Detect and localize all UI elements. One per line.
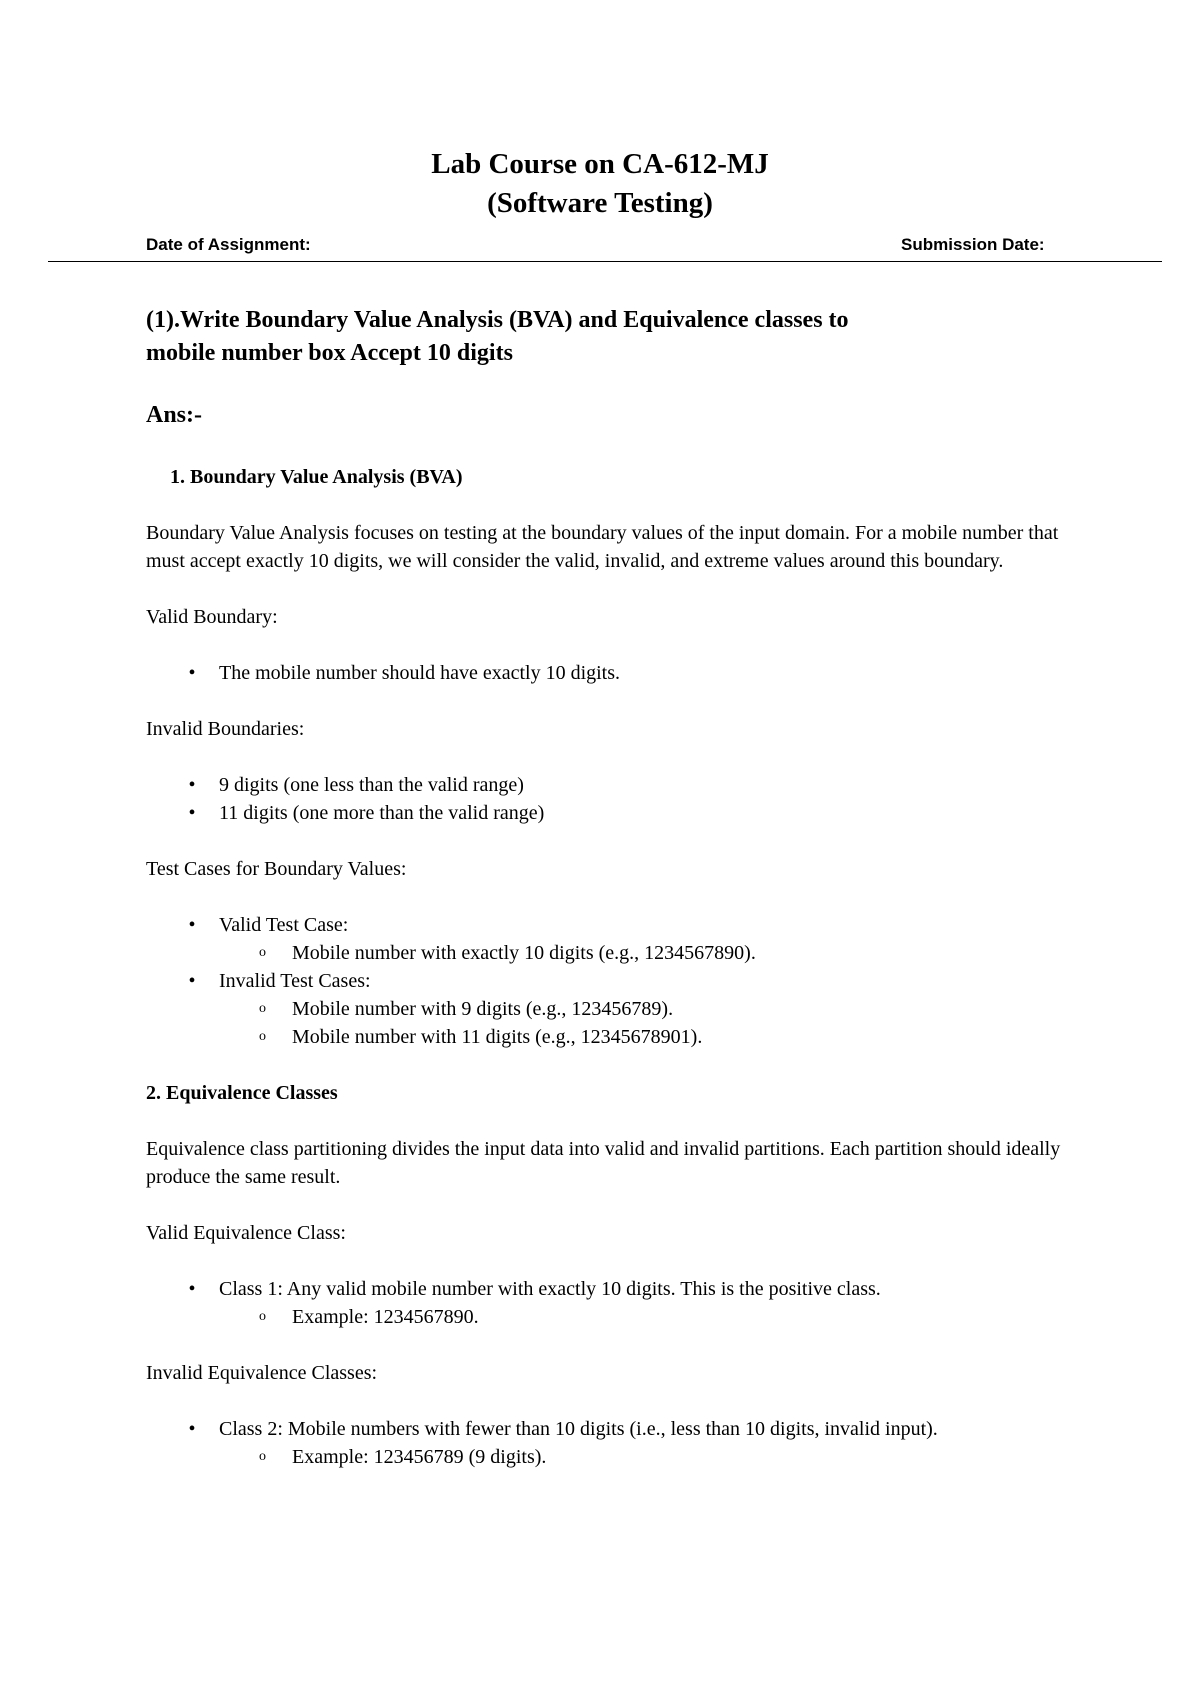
bva-heading: 1. Boundary Value Analysis (BVA) xyxy=(170,466,463,488)
submission-date-label: Submission Date: xyxy=(901,235,1045,254)
list-item: • 9 digits (one less than the valid range) xyxy=(146,771,1066,799)
document-title: Lab Course on CA-612-MJ xyxy=(431,148,769,180)
valid-boundary-label: Valid Boundary: xyxy=(146,606,278,628)
class1-example-sublist xyxy=(219,1303,1066,1331)
answer-body xyxy=(146,463,1066,1499)
bullet-icon: • xyxy=(188,802,196,824)
bullet-icon: • xyxy=(188,774,196,796)
invalid-test-cases-sublist xyxy=(219,995,1066,1051)
date-of-assignment-label: Date of Assignment: xyxy=(146,235,311,254)
circle-bullet-icon: o xyxy=(259,1029,266,1044)
bva-intro: Boundary Value Analysis focuses on testing at the boundary values of the input domain. For a mobile number that must accept exactly 10 digits, we will consider the valid, invalid, and extreme values around this boundary. xyxy=(146,522,1059,572)
list-item: • Invalid Test Cases: o Mobile number with 9 digits (e.g., 123456789). o Mobile number with 11 digits (e.g., 12345678901). xyxy=(146,967,1066,1051)
list-item: • Class 1: Any valid mobile number with exactly 10 digits. This is the positive class. o Example: 1234567890. xyxy=(146,1275,1066,1331)
invalid-equivalence-list xyxy=(146,1415,1066,1471)
question-line-2: mobile number box Accept 10 digits xyxy=(146,340,513,366)
sub-list-item: o Mobile number with 11 digits (e.g., 12345678901). xyxy=(219,1023,1066,1051)
question-heading xyxy=(146,304,1046,370)
sub-list-item: o Example: 123456789 (9 digits). xyxy=(219,1443,1066,1471)
circle-bullet-icon: o xyxy=(259,945,266,960)
sub-list-item: o Example: 1234567890. xyxy=(219,1303,1066,1331)
valid-equivalence-label: Valid Equivalence Class: xyxy=(146,1222,346,1244)
bullet-icon: • xyxy=(188,970,196,992)
question-line-1: (1).Write Boundary Value Analysis (BVA) and Equivalence classes to xyxy=(146,307,849,333)
list-item: • Class 2: Mobile numbers with fewer than 10 digits (i.e., less than 10 digits, invalid input). o Example: 123456789 (9 digits). xyxy=(146,1415,1066,1471)
list-item: • Valid Test Case: o Mobile number with exactly 10 digits (e.g., 1234567890). xyxy=(146,911,1066,967)
equivalence-intro: Equivalence class partitioning divides the input data into valid and invalid partitions. Each partition should ideally produce the same result. xyxy=(146,1138,1061,1188)
circle-bullet-icon: o xyxy=(259,1449,266,1464)
header-divider xyxy=(48,261,1162,262)
valid-test-case-sublist xyxy=(219,939,1066,967)
circle-bullet-icon: o xyxy=(259,1309,266,1324)
answer-label: Ans:- xyxy=(146,402,203,428)
list-item: • The mobile number should have exactly 10 digits. xyxy=(146,659,1066,687)
invalid-equivalence-label: Invalid Equivalence Classes: xyxy=(146,1362,378,1384)
sub-list-item: o Mobile number with 9 digits (e.g., 123456789). xyxy=(219,995,1066,1023)
document-subtitle: (Software Testing) xyxy=(487,187,713,219)
bullet-icon: • xyxy=(188,1278,196,1300)
sub-list-item: o Mobile number with exactly 10 digits (e.g., 1234567890). xyxy=(219,939,1066,967)
circle-bullet-icon: o xyxy=(259,1001,266,1016)
invalid-boundaries-label: Invalid Boundaries: xyxy=(146,718,305,740)
equivalence-heading: 2. Equivalence Classes xyxy=(146,1082,338,1104)
class2-example-sublist xyxy=(219,1443,1066,1471)
bullet-icon: • xyxy=(188,662,196,684)
test-cases-label: Test Cases for Boundary Values: xyxy=(146,858,407,880)
invalid-boundaries-list xyxy=(146,771,1066,827)
valid-equivalence-list xyxy=(146,1275,1066,1331)
list-item: • 11 digits (one more than the valid range) xyxy=(146,799,1066,827)
valid-boundary-list xyxy=(146,659,1066,687)
bullet-icon: • xyxy=(188,1418,196,1440)
bullet-icon: • xyxy=(188,914,196,936)
test-cases-list xyxy=(146,911,1066,1051)
